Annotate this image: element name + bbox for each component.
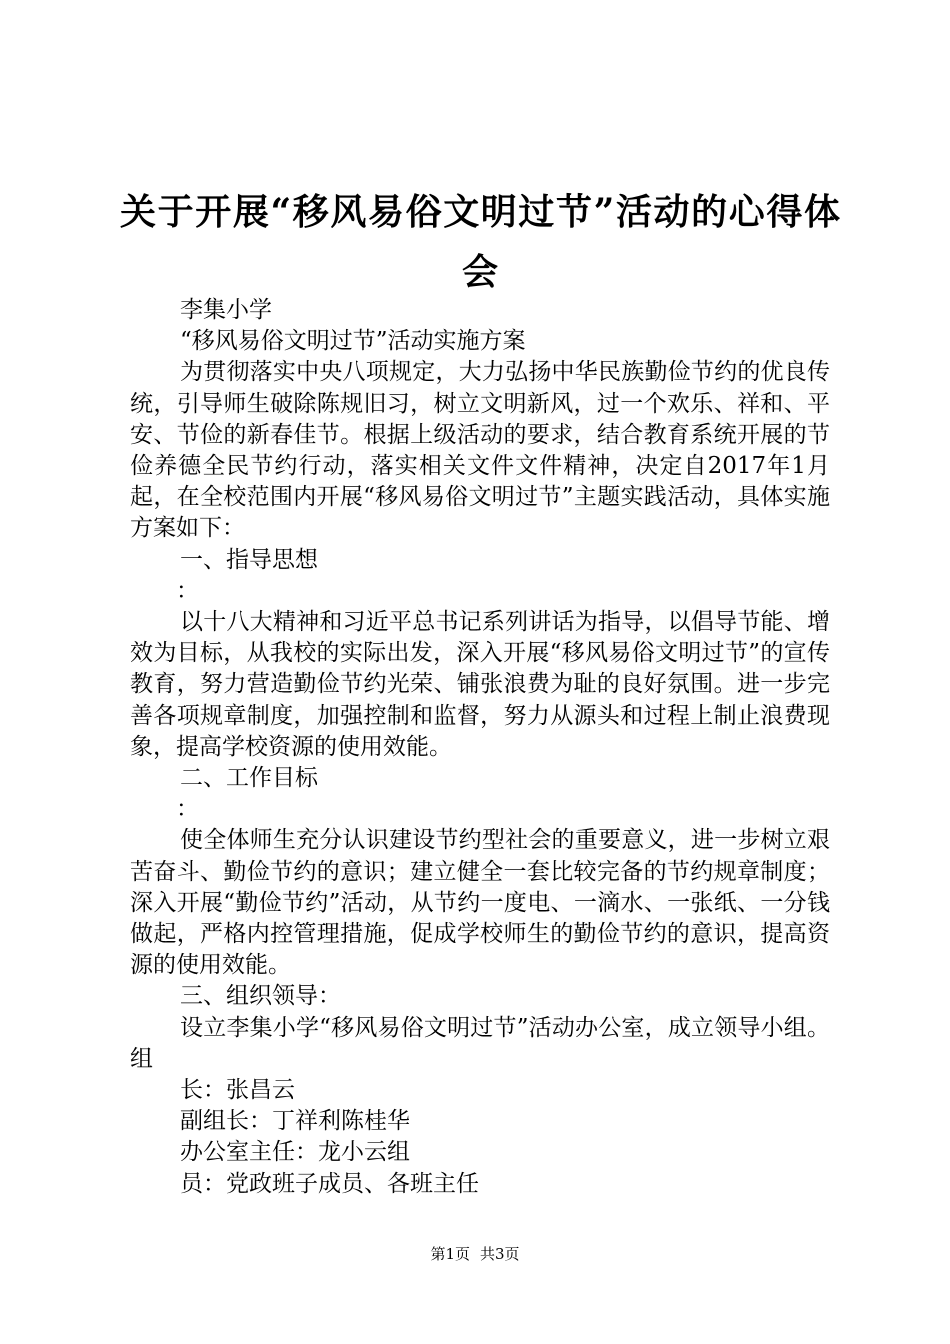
section-heading-organization: 三、组织领导： bbox=[180, 983, 341, 1010]
section-heading-guiding-thought: 一、指导思想 bbox=[180, 546, 318, 573]
deputy-leader-line: 副组长：丁祥利陈桂华 bbox=[180, 1108, 410, 1135]
guiding-thought-paragraph: 以十八大精神和习近平总书记系列讲话为指导，以倡导节能、增效为目标，从我校的实际出发，深入开展“移风易俗文明过节”的宣传教育，努力营造勤俭节约光荣、铺张浪费为耻的良好氛围。进一步完善各项规章制度，加强控制和监督，努力从源头和过程上制止浪费现象，提高学校资源的使用效能。 bbox=[130, 609, 830, 760]
page-number-total: 共3页 bbox=[480, 1245, 520, 1263]
section-colon: ： bbox=[176, 577, 199, 604]
document-body bbox=[130, 295, 830, 1200]
office-director-line: 办公室主任：龙小云组 bbox=[180, 1139, 410, 1166]
page-footer bbox=[0, 1244, 950, 1264]
intro-paragraph: 为贯彻落实中央八项规定，大力弘扬中华民族勤俭节约的优良传统，引导师生破除陈规旧习，树立文明新风，过一个欢乐、祥和、平安、节俭的新春佳节。根据上级活动的要求，结合教育系统开展的节俭养德全民节约行动，落实相关文件文件精神，决定自2017年1月起，在全校范围内开展“移风易俗文明过节”主题实践活动，具体实施方案如下： bbox=[130, 359, 830, 542]
plan-title: “移风易俗文明过节”活动实施方案 bbox=[180, 328, 526, 355]
members-line: 员：党政班子成员、各班主任 bbox=[180, 1170, 479, 1197]
section-heading-work-goals: 二、工作目标 bbox=[180, 765, 318, 792]
work-goals-paragraph: 使全体师生充分认识建设节约型社会的重要意义，进一步树立艰苦奋斗、勤俭节约的意识；建立健全一套比较完备的节约规章制度；深入开展“勤俭节约”活动，从节约一度电、一滴水、一张纸、一分钱做起，严格内控管理措施，促成学校师生的勤俭节约的意识，提高资源的使用效能。 bbox=[130, 827, 830, 979]
document-title: 关于开展“移风易俗文明过节”活动的心得体会 bbox=[120, 191, 840, 293]
section-colon: ： bbox=[176, 796, 199, 823]
page-number-current: 第1页 bbox=[430, 1245, 470, 1263]
leader-line: 长：张昌云 bbox=[180, 1077, 295, 1104]
school-name: 李集小学 bbox=[180, 297, 272, 323]
organization-paragraph: 设立李集小学“移风易俗文明过节”活动办公室，成立领导小组。组 bbox=[130, 1014, 830, 1072]
